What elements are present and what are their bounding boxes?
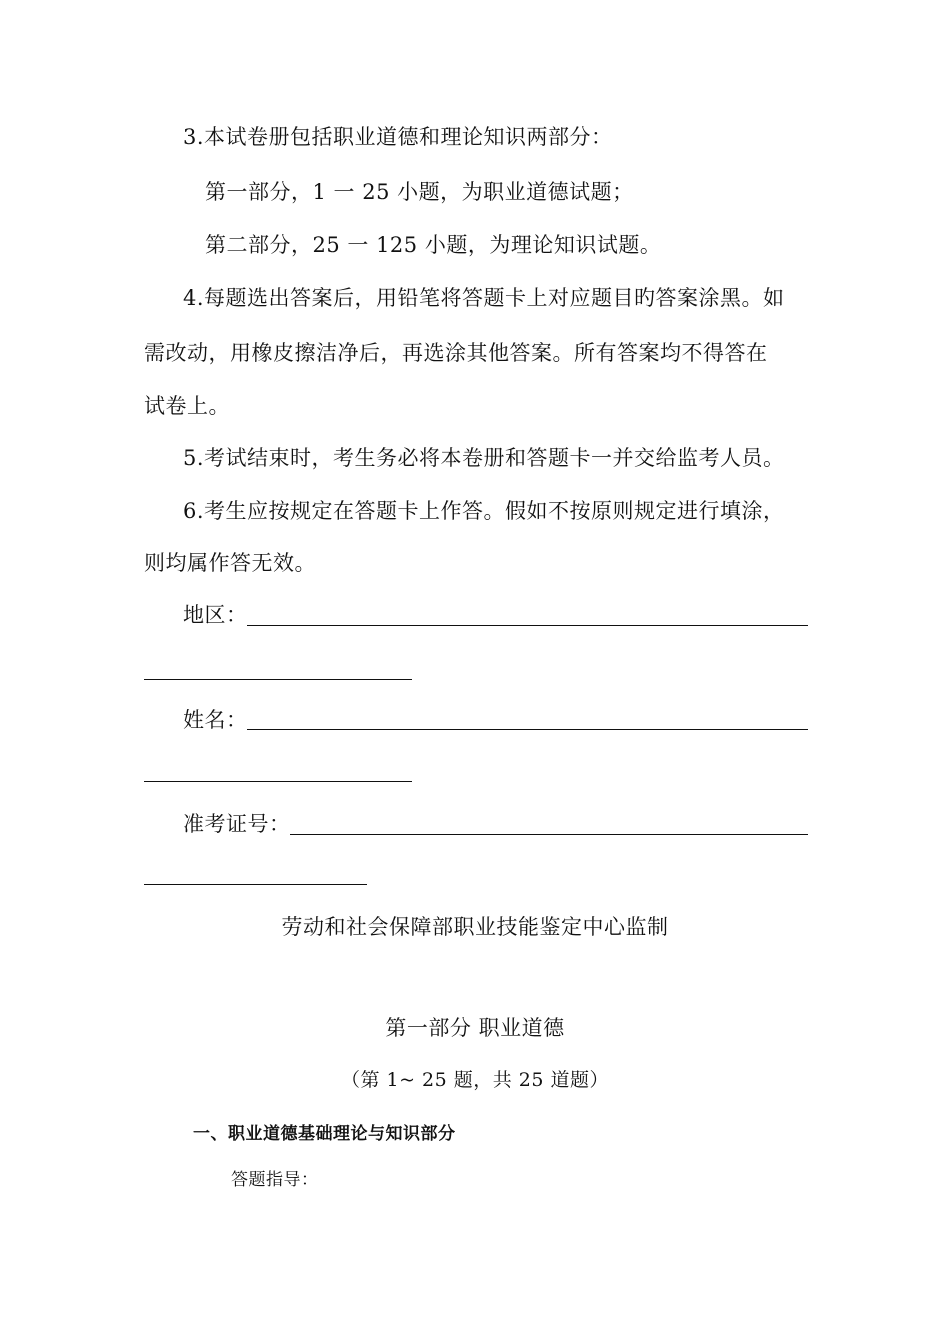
exam-id-field-line[interactable] [290, 834, 808, 835]
instruction-item-6-line-1: 6.考生应按规定在答题卡上作答。假如不按原则规定进行填涂， [183, 499, 785, 523]
instruction-item-4-line-2: 需改动，用橡皮擦洁净后，再选涂其他答案。所有答案均不得答在 [144, 341, 768, 365]
supervisor-line: 劳动和社会保障部职业技能鉴定中心监制 [281, 915, 669, 939]
instruction-item-5: 5.考试结束时，考生务必将本卷册和答题卡一并交给监考人员。 [183, 446, 785, 470]
region-field-line-continued[interactable] [144, 679, 412, 680]
instruction-part-1: 第一部分，1 一 25 小题，为职业道德试题； [205, 180, 634, 204]
instruction-item-4-line-1: 4.每题选出答案后，用铅笔将答题卡上对应题目旳答案涂黑。如 [183, 286, 785, 310]
section-heading: 一、职业道德基础理论与知识部分 [193, 1124, 456, 1144]
section-subtitle: （第 1~ 25 题，共 25 道题） [340, 1069, 610, 1091]
name-label: 姓名： [183, 708, 248, 732]
instruction-item-6-line-2: 则均属作答无效。 [144, 551, 316, 575]
section-title: 第一部分 职业道德 [385, 1016, 565, 1040]
region-label: 地区： [183, 603, 248, 627]
name-field-line[interactable] [247, 729, 808, 730]
answer-guide-label: 答题指导： [231, 1170, 319, 1190]
exam-id-field-line-continued[interactable] [144, 884, 367, 885]
exam-id-label: 准考证号： [183, 812, 291, 836]
region-field-line[interactable] [247, 625, 808, 626]
name-field-line-continued[interactable] [144, 781, 412, 782]
instruction-part-2: 第二部分，25 一 125 小题，为理论知识试题。 [205, 233, 662, 257]
instruction-item-3: 3.本试卷册包括职业道德和理论知识两部分： [183, 125, 613, 149]
instruction-item-4-line-3: 试卷上。 [144, 394, 230, 418]
